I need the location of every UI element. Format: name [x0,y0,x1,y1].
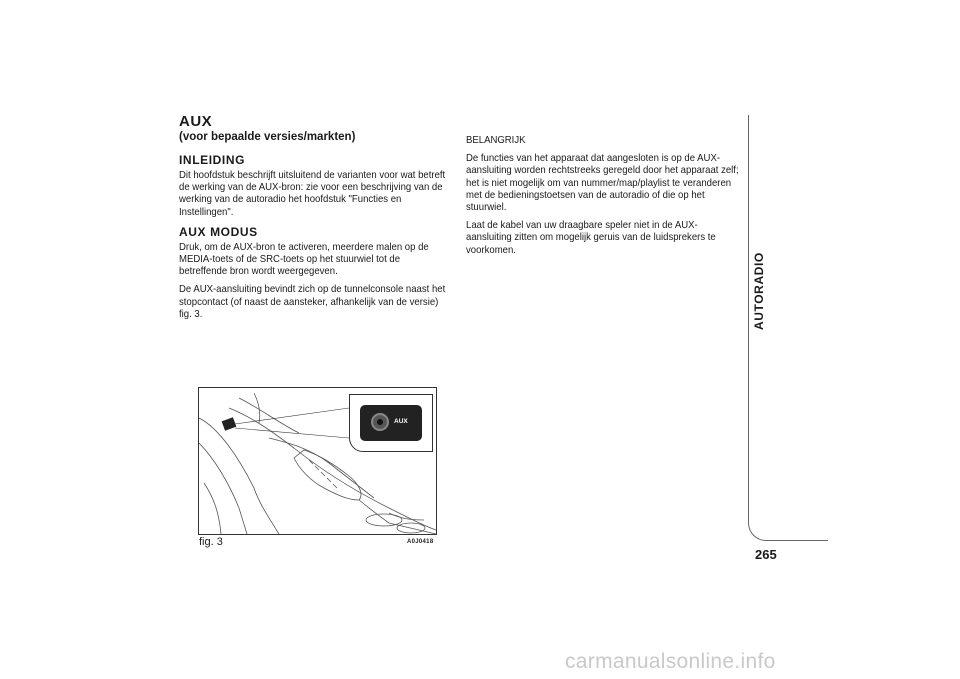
intro-heading: INLEIDING [179,153,246,167]
section-subtitle: (voor bepaalde versies/markten) [179,131,356,143]
aux-inset [349,394,433,452]
mode-heading: AUX MODUS [179,224,258,239]
right-column [466,135,741,263]
aux-plate [360,405,422,441]
aux-jack-icon [371,413,389,431]
figure-label: fig. 3 [199,536,223,548]
watermark: carmanualsonline.info [565,650,776,673]
important-heading: BELANGRIJK [466,135,526,146]
chapter-label: AUTORADIO [752,252,766,330]
mode-text-1: Druk, om de AUX-bron te activeren, meerdere malen op de MEDIA-toets of de SRC-toets op het stuurwiel tot de betreffende bron wordt weergegeven. [179,241,429,278]
aux-label: AUX [394,418,408,425]
page-number: 265 [755,547,777,562]
left-column [179,114,451,327]
aux-socket-small [222,417,237,431]
important-text-1: De functies van het apparaat dat aangesloten is op de AUX-aansluiting worden rechtstreeks geregeld door het apparaat zelf; het is niet mogelijk om van nummer/map/playlist te veranderen met de bedieningstoetsen van de autoradio of die op het stuurwiel. [466,153,739,214]
figure-aux-console [198,387,437,535]
intro-text: Dit hoofdstuk beschrijft uitsluitend de varianten voor wat betreft de werking van de AUX-bron: zie voor een beschrijving van de werking van de autoradio het hoofdstuk "Functies en Instellingen". [179,170,446,218]
figure-code: A0J0418 [407,539,434,545]
section-title: AUX [179,113,213,130]
mode-text-2: De AUX-aansluiting bevindt zich op de tunnelconsole naast het stopcontact (of naast de aansteker, afhankelijk van de versie) fig. 3. [179,284,446,320]
important-text-2: Laat de kabel van uw draagbare speler niet in de AUX-aansluiting zitten om mogelijk geruis van de luidsprekers te voorkomen. [466,220,716,256]
